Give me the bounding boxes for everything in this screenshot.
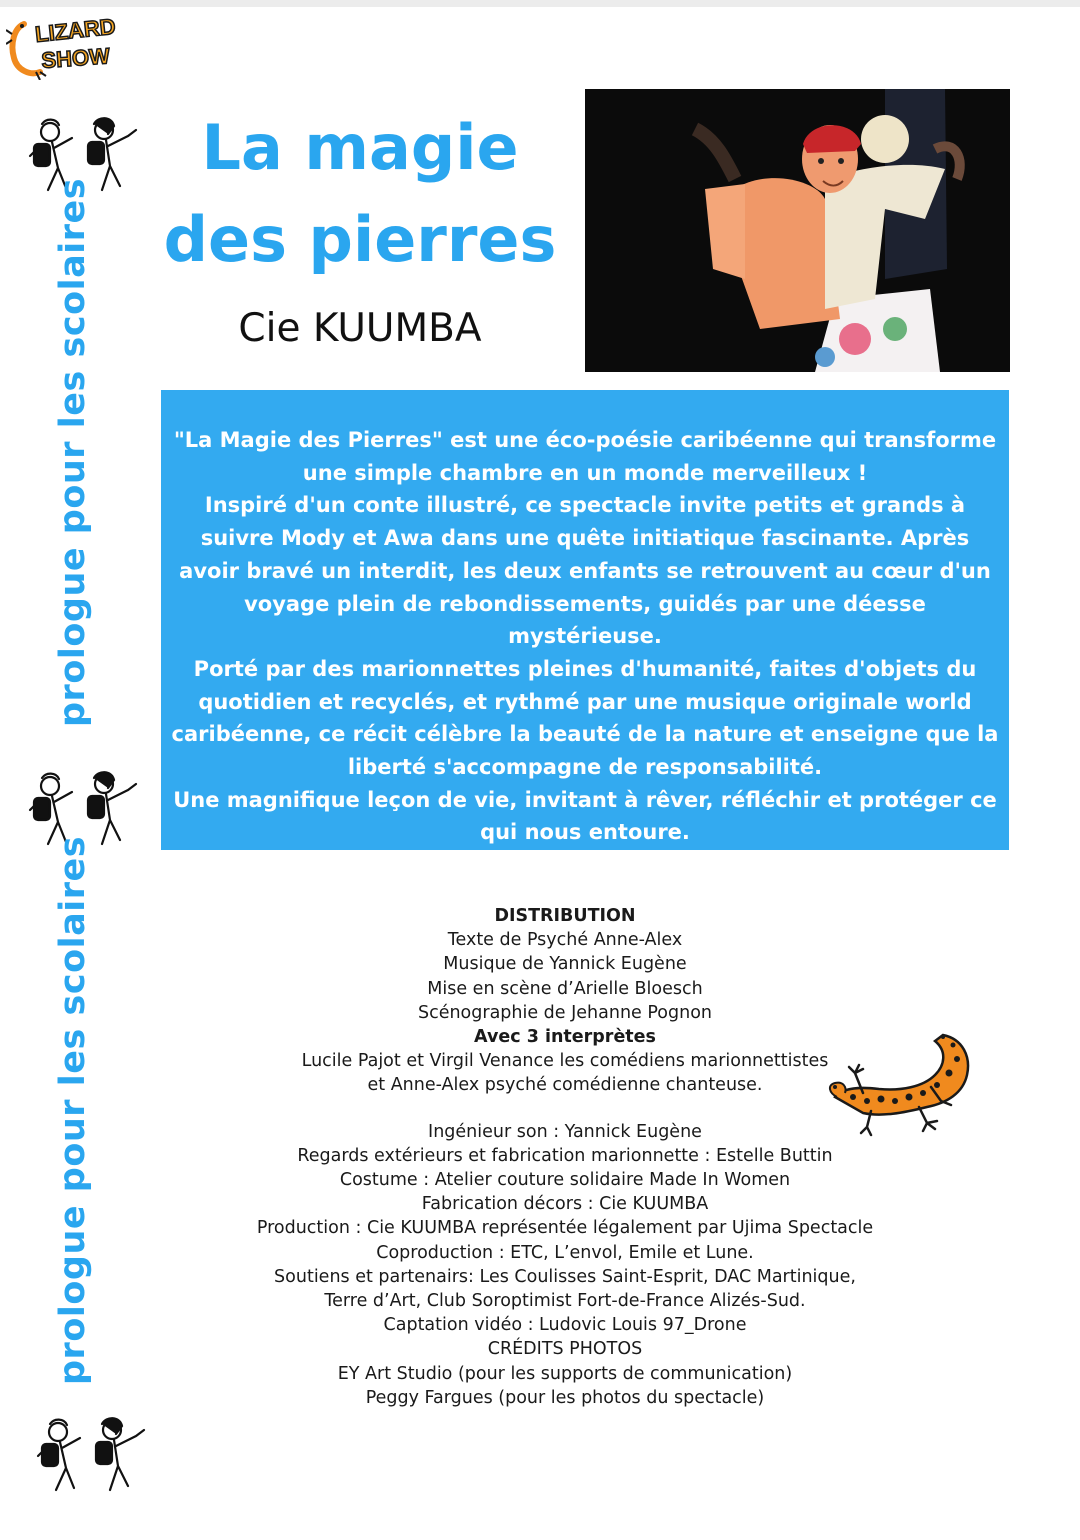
lizard-show-logo	[6, 14, 128, 80]
credit-line: Scénographie de Jehanne Pognon	[417, 1002, 713, 1023]
description-paragraph: "La Magie des Pierres" est une éco-poésie caribéenne qui transforme une simple chambre en un monde merveilleux !	[173, 428, 997, 485]
credit-line: Coproduction : ETC, L’envol, Emile et Lune.	[376, 1242, 754, 1263]
sidebar-vertical-text: prologue pour les scolaires	[53, 835, 93, 1385]
credits-section	[240, 904, 890, 1410]
credit-line: Mise en scène d’Arielle Bloesch	[427, 978, 703, 999]
credit-line: Musique de Yannick Eugène	[443, 954, 687, 975]
credit-line: et Anne-Alex psyché comédienne chanteuse.	[367, 1075, 763, 1096]
distribution-heading: DISTRIBUTION	[494, 906, 636, 926]
svg-text:LIZARD: LIZARD	[33, 14, 117, 47]
credit-line: Fabrication décors : Cie KUUMBA	[421, 1194, 709, 1215]
page-title	[160, 102, 560, 286]
salamander-illustration	[823, 1027, 973, 1142]
credit-line: Lucile Pajot et Virgil Venance les comédiens marionnettistes	[301, 1051, 829, 1072]
description-paragraph: Une magnifique leçon de vie, invitant à rêver, réfléchir et protéger ce qui nous entoure.	[173, 787, 997, 845]
description-paragraph: Porté par des marionnettes pleines d'humanité, faites d'objets du quotidien et recyclés, et rythmé par une musique originale world caribéenne, ce récit célèbre la beauté de la nature et enseigne que la liberté s'accompagne de responsabilité.	[171, 656, 999, 780]
credit-line: EY Art Studio (pour les supports de communication)	[337, 1363, 793, 1384]
credit-line: Texte de Psyché Anne-Alex	[447, 930, 683, 951]
credit-line: Regards extérieurs et fabrication marionnette : Estelle Buttin	[297, 1145, 833, 1166]
company-name: Cie KUUMBA	[238, 306, 482, 351]
top-strip	[0, 0, 1080, 7]
sidebar-vertical-text: prologue pour les scolaires	[53, 177, 93, 727]
photo-credits-heading: CRÉDITS PHOTOS	[487, 1339, 643, 1360]
credit-line: Costume : Atelier couture solidaire Made In Women	[339, 1170, 791, 1191]
schoolchildren-icon	[36, 1416, 148, 1500]
credit-line: Peggy Fargues (pour les photos du spectacle)	[365, 1387, 765, 1408]
description-text	[171, 424, 999, 849]
performers-heading: Avec 3 interprètes	[474, 1027, 656, 1048]
credit-line: Ingénieur son : Yannick Eugène	[428, 1121, 702, 1142]
credit-line: Soutiens et partenairs: Les Coulisses Saint-Esprit, DAC Martinique,	[274, 1266, 856, 1287]
puppet-photo	[585, 89, 1010, 372]
description-paragraph: Inspiré d'un conte illustré, ce spectacle invite petits et grands à suivre Mody et Awa dans une quête initiatique fascinante. Après avoir bravé un interdit, les deux enfants se retrouvent au cœur d'un voyage plein de rebondissements, guidés par une déesse mystérieuse.	[179, 493, 991, 649]
credit-line: Terre d’Art, Club Soroptimist Fort-de-France Alizés-Sud.	[324, 1291, 806, 1312]
svg-text:SHOW: SHOW	[40, 43, 111, 73]
title-line-2: des pierres	[163, 203, 557, 276]
credit-line: Production : Cie KUUMBA représentée légalement par Ujima Spectacle	[256, 1218, 874, 1239]
spacer	[240, 1098, 890, 1120]
credit-line: Captation vidéo : Ludovic Louis 97_Drone	[383, 1315, 747, 1336]
title-line-1: La magie	[201, 111, 519, 184]
